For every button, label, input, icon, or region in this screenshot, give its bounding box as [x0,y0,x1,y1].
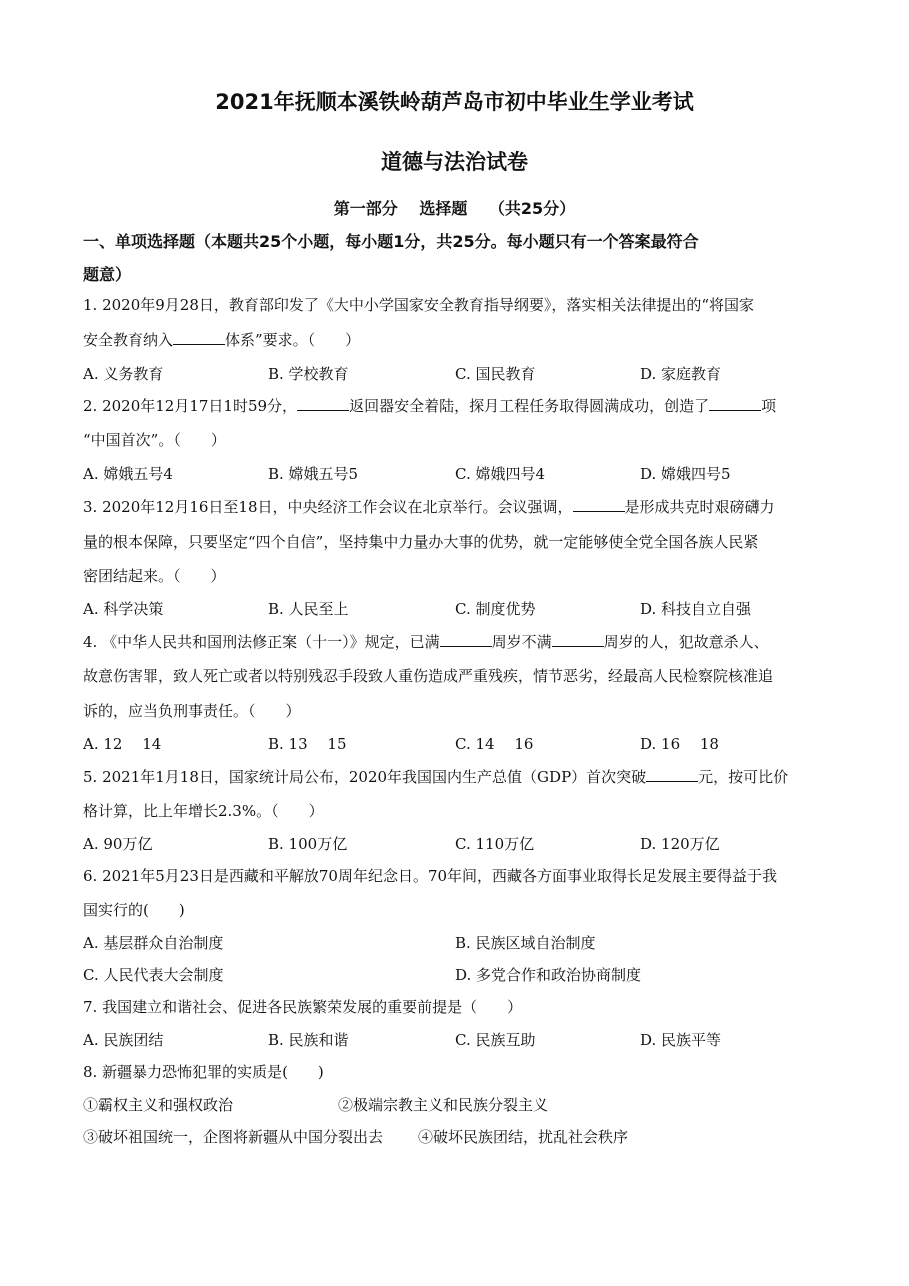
question-4-text-b: 周岁不满 [491,633,552,651]
question-2-text-c: 项 [761,397,777,415]
question-3-option-c: C. 制度优势 [455,600,536,618]
question-2-line-2: “中国首次”。（ ） [83,431,226,449]
question-4-option-b: B. 13 15 [268,735,347,753]
section-heading-cont: 题意） [83,265,132,284]
question-1-option-d: D. 家庭教育 [640,365,722,383]
question-3-line-1 [83,497,775,517]
question-4-option-a: A. 12 14 [83,735,162,753]
answer-blank [440,632,492,647]
question-6-option-d: D. 多党合作和政治协商制度 [455,966,642,984]
question-8-item-2: ②极端宗教主义和民族分裂主义 [338,1096,549,1114]
question-3-option-a: A. 科学决策 [83,600,164,618]
question-7-option-b: B. 民族和谐 [268,1031,349,1049]
question-7-option-a: A. 民族团结 [83,1031,164,1049]
question-4-line-1 [83,632,769,652]
question-6-option-c: C. 人民代表大会制度 [83,966,224,984]
question-5-line-2: 格计算，比上年增长2.3%。（ ） [83,802,324,820]
question-2-text-b: 返回器安全着陆，探月工程任务取得圆满成功，创造了 [349,397,710,415]
question-1-line-2 [83,330,360,350]
question-2-option-a: A. 嫦娥五号4 [83,465,173,483]
question-1-option-b: B. 学校教育 [268,365,349,383]
question-2-option-c: C. 嫦娥四号4 [455,465,546,483]
question-4-option-c: C. 14 16 [455,735,534,753]
exam-title: 2021年抚顺本溪铁岭葫芦岛市初中毕业生学业考试 [215,90,694,114]
question-5-line-1 [83,767,788,787]
question-6-option-b: B. 民族区域自治制度 [455,934,596,952]
question-3-option-d: D. 科技自立自强 [640,600,752,618]
answer-blank [646,767,698,782]
question-6-option-a: A. 基层群众自治制度 [83,934,224,952]
question-8-item-3: ③破坏祖国统一，企图将新疆从中国分裂出去 [83,1128,384,1146]
question-3-text-b: 是形成共克时艰磅礴力 [624,498,775,516]
question-4-text-a: 4. 《中华人民共和国刑法修正案（十一）》规定，已满 [83,633,440,651]
answer-blank [552,632,604,647]
question-4-line-2: 故意伤害罪，致人死亡或者以特别残忍手段致人重伤造成严重残疾，情节恶劣，经最高人民检察院核准追 [83,667,774,685]
answer-blank [573,497,625,512]
section-heading: 一、单项选择题（本题共25个小题，每小题1分，共25分。每小题只有一个答案最符合 [83,232,699,251]
question-7-option-c: C. 民族互助 [455,1031,536,1049]
question-8-item-1: ①霸权主义和强权政治 [83,1096,234,1114]
question-4-option-d: D. 16 18 [640,735,719,753]
answer-blank [173,330,225,345]
question-1-text-a: 安全教育纳入 [83,331,174,349]
question-2-option-d: D. 嫦娥四号5 [640,465,731,483]
question-8-item-4: ④破坏民族团结，扰乱社会秩序 [418,1128,629,1146]
question-6-line-1: 6. 2021年5月23日是西藏和平解放70周年纪念日。70年间，西藏各方面事业取得长足发展主要得益于我 [83,867,778,885]
question-1-option-c: C. 国民教育 [455,365,536,383]
question-5-option-a: A. 90万亿 [83,835,153,853]
question-1-text-b: 体系”要求。（ ） [225,331,361,349]
question-6-line-2: 国实行的( ) [83,901,185,919]
question-1-option-a: A. 义务教育 [83,365,164,383]
question-7-line-1: 7. 我国建立和谐社会、促进各民族繁荣发展的重要前提是（ ） [83,998,523,1016]
question-8-line-1: 8. 新疆暴力恐怖犯罪的实质是( ) [83,1063,324,1081]
part-heading: 第一部分 选择题 （共25分） [333,199,576,218]
question-5-text-b: 元，按可比价 [698,768,789,786]
question-2-option-b: B. 嫦娥五号5 [268,465,359,483]
answer-blank [297,396,349,411]
question-3-option-b: B. 人民至上 [268,600,349,618]
question-4-text-c: 周岁的人，犯故意杀人、 [603,633,769,651]
question-5-option-b: B. 100万亿 [268,835,348,853]
question-3-line-2: 量的根本保障，只要坚定“四个自信”，坚持集中力量办大事的优势，就一定能够使全党全国各族人民紧 [83,533,759,551]
question-2-text-a: 2. 2020年12月17日1时59分， [83,397,298,415]
question-4-line-3: 诉的，应当负刑事责任。（ ） [83,702,301,720]
question-1-line-1: 1. 2020年9月28日，教育部印发了《大中小学国家安全教育指导纲要》，落实相关法律提出的“将国家 [83,296,755,314]
question-3-text-a: 3. 2020年12月16日至18日，中央经济工作会议在北京举行。会议强调， [83,498,573,516]
question-7-option-d: D. 民族平等 [640,1031,722,1049]
question-5-option-d: D. 120万亿 [640,835,720,853]
exam-subtitle: 道德与法治试卷 [381,150,528,174]
question-5-option-c: C. 110万亿 [455,835,535,853]
answer-blank [709,396,761,411]
question-3-line-3: 密团结起来。（ ） [83,567,226,585]
question-5-text-a: 5. 2021年1月18日，国家统计局公布，2020年我国国内生产总值（GDP）首次突破 [83,768,647,786]
question-2-line-1 [83,396,776,416]
